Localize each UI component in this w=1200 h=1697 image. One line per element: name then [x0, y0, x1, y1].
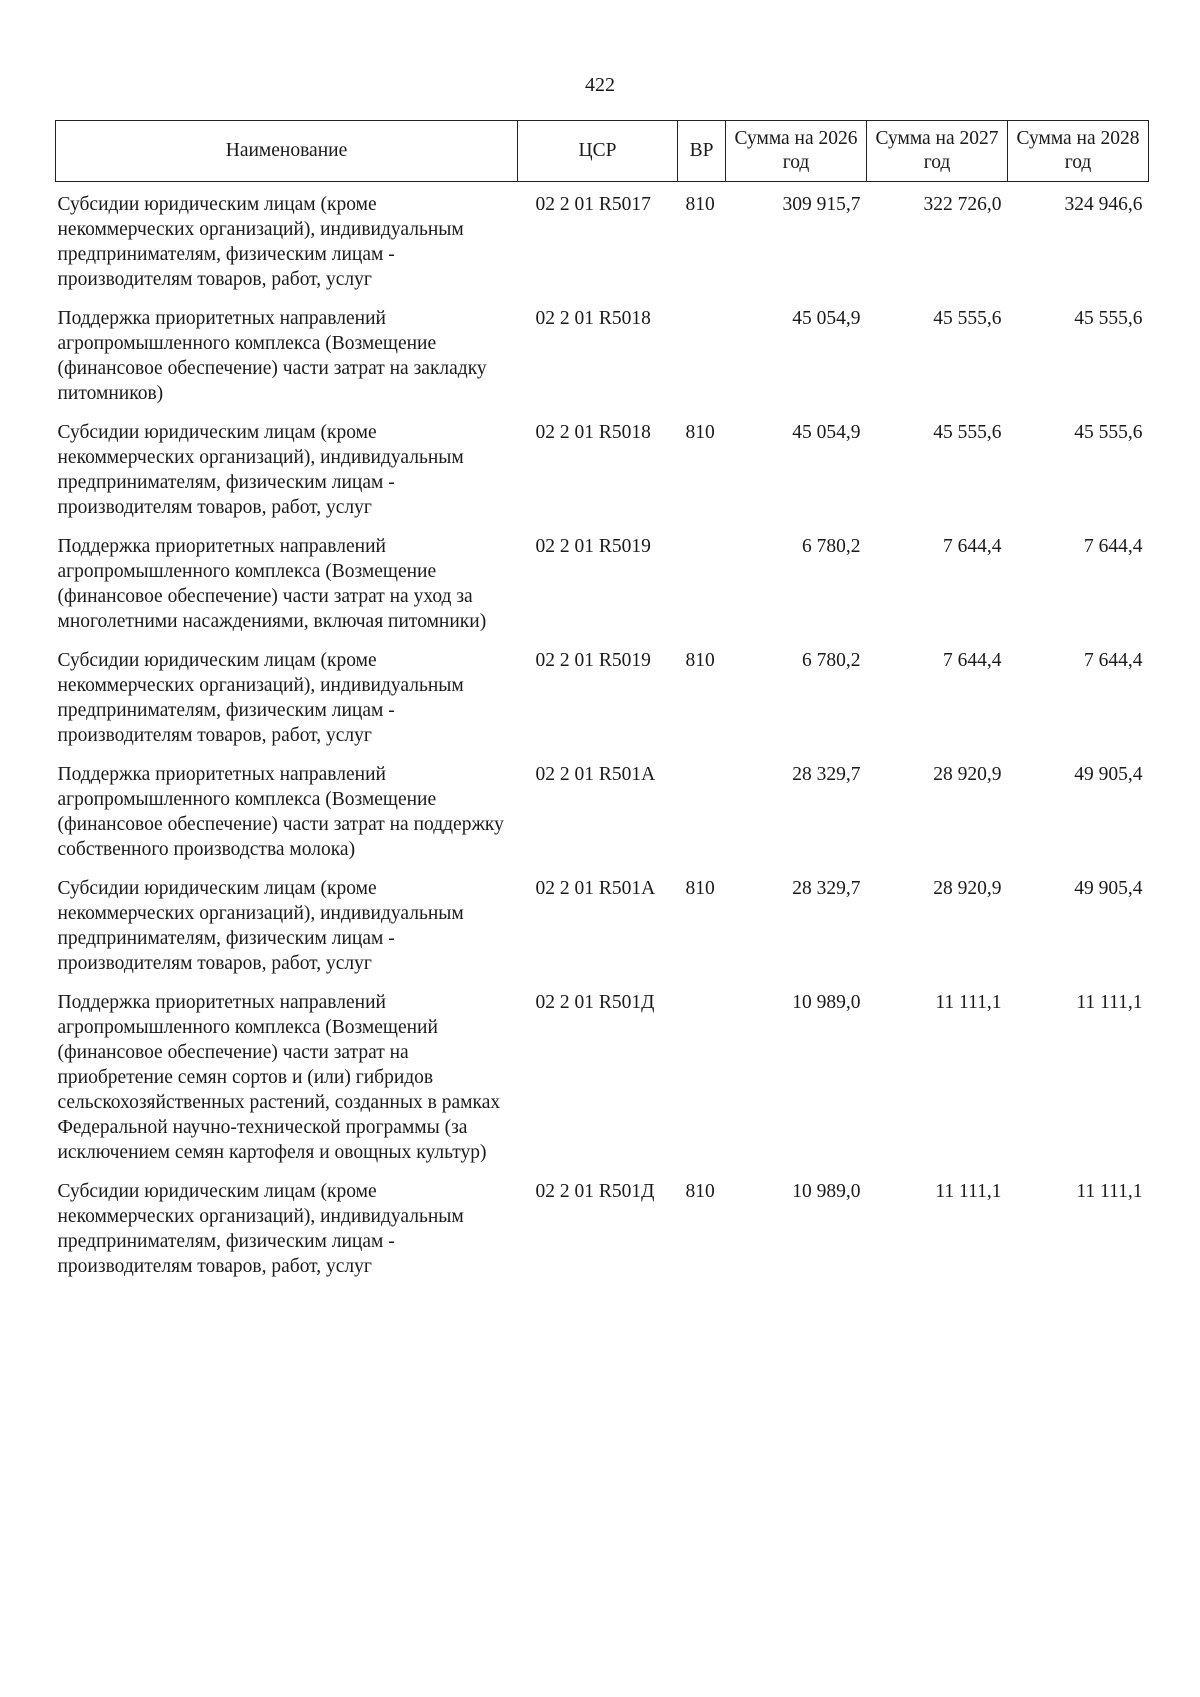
cell-csr: 02 2 01 R501Д	[535, 1181, 655, 1202]
cell-csr: 02 2 01 R5018	[535, 422, 651, 443]
header-name: Наименование	[56, 121, 518, 182]
cell-sum-2027: 11 111,1	[935, 1181, 1002, 1202]
table-row	[56, 862, 1149, 976]
table-row	[56, 292, 1149, 406]
cell-name: Субсидии юридическим лицам (кроме некоммерческих организаций), индивидуальным предпринимателям, физическим лицам - производителям товаров, работ, услуг	[57, 422, 464, 518]
cell-sum-2026: 28 329,7	[792, 878, 861, 899]
cell-name: Субсидии юридическим лицам (кроме некоммерческих организаций), индивидуальным предпринимателям, физическим лицам - производителям товаров, работ, услуг	[57, 878, 464, 974]
cell-sum-2027: 45 555,6	[933, 422, 1002, 443]
cell-sum-2028: 45 555,6	[1074, 308, 1143, 329]
table-row	[56, 1165, 1149, 1279]
table-row	[56, 520, 1149, 634]
cell-name: Поддержка приоритетных направлений агропромышленного комплекса (Возмещение (финансовое обеспечение) части затрат на уход за многолетними насаждениями, включая питомники)	[57, 536, 487, 632]
cell-vr	[678, 520, 726, 634]
cell-sum-2027: 322 726,0	[923, 194, 1002, 215]
cell-sum-2026: 6 780,2	[802, 650, 861, 671]
cell-sum-2028: 7 644,4	[1084, 536, 1143, 557]
cell-vr: 810	[685, 878, 715, 899]
cell-sum-2027: 45 555,6	[933, 308, 1002, 329]
cell-vr	[678, 748, 726, 862]
cell-sum-2027: 28 920,9	[933, 764, 1002, 785]
cell-csr: 02 2 01 R5017	[535, 194, 651, 215]
cell-sum-2028: 11 111,1	[1076, 992, 1143, 1013]
cell-sum-2026: 28 329,7	[792, 764, 861, 785]
cell-sum-2028: 49 905,4	[1074, 878, 1143, 899]
cell-vr: 810	[685, 1181, 715, 1202]
cell-csr: 02 2 01 R5019	[535, 536, 651, 557]
cell-vr: 810	[685, 650, 715, 671]
budget-table	[55, 120, 1149, 1279]
header-sum-2027: Сумма на 2027 год	[867, 121, 1008, 182]
cell-vr: 810	[685, 194, 715, 215]
cell-name: Поддержка приоритетных направлений агропромышленного комплекса (Возмещение (финансовое обеспечение) части затрат на закладку питомников)	[57, 308, 487, 404]
page-number: 422	[585, 74, 615, 96]
cell-vr	[678, 292, 726, 406]
cell-sum-2027: 7 644,4	[943, 650, 1002, 671]
cell-name: Субсидии юридическим лицам (кроме некоммерческих организаций), индивидуальным предпринимателям, физическим лицам - производителям товаров, работ, услуг	[57, 1181, 464, 1277]
table-row	[56, 976, 1149, 1165]
cell-sum-2026: 309 915,7	[782, 194, 861, 215]
table-row	[56, 634, 1149, 748]
cell-csr: 02 2 01 R5018	[535, 308, 651, 329]
cell-csr: 02 2 01 R5019	[535, 650, 651, 671]
cell-sum-2028: 45 555,6	[1074, 422, 1143, 443]
cell-sum-2027: 28 920,9	[933, 878, 1002, 899]
cell-sum-2027: 11 111,1	[935, 992, 1002, 1013]
cell-name: Поддержка приоритетных направлений агропромышленного комплекса (Возмещений (финансовое обеспечение) части затрат на приобретение семян сортов и (или) гибридов сельскохозяйственных растений, созданных в рамках Федеральной научно-технической программы (за исключением семян картофеля и овощных культур)	[57, 992, 501, 1163]
header-sum-2028: Сумма на 2028 год	[1008, 121, 1149, 182]
header-sum-2026: Сумма на 2026 год	[726, 121, 867, 182]
cell-name: Субсидии юридическим лицам (кроме некоммерческих организаций), индивидуальным предпринимателям, физическим лицам - производителям товаров, работ, услуг	[57, 194, 464, 290]
table-row	[56, 182, 1149, 293]
cell-sum-2028: 49 905,4	[1074, 764, 1143, 785]
cell-sum-2026: 6 780,2	[802, 536, 861, 557]
cell-csr: 02 2 01 R501А	[535, 764, 656, 785]
table-header	[56, 121, 1149, 182]
cell-vr	[678, 976, 726, 1165]
cell-sum-2028: 11 111,1	[1076, 1181, 1143, 1202]
cell-sum-2026: 10 989,0	[792, 992, 861, 1013]
header-vr: ВР	[678, 121, 726, 182]
cell-sum-2028: 7 644,4	[1084, 650, 1143, 671]
cell-sum-2028: 324 946,6	[1064, 194, 1143, 215]
table-row	[56, 748, 1149, 862]
cell-sum-2026: 45 054,9	[792, 308, 861, 329]
table-row	[56, 406, 1149, 520]
cell-vr: 810	[685, 422, 715, 443]
cell-sum-2027: 7 644,4	[943, 536, 1002, 557]
cell-sum-2026: 45 054,9	[792, 422, 861, 443]
cell-csr: 02 2 01 R501Д	[535, 992, 655, 1013]
cell-csr: 02 2 01 R501А	[535, 878, 656, 899]
cell-name: Поддержка приоритетных направлений агропромышленного комплекса (Возмещение (финансовое обеспечение) части затрат на поддержку собственного производства молока)	[57, 764, 504, 860]
table-body	[56, 182, 1149, 1280]
cell-sum-2026: 10 989,0	[792, 1181, 861, 1202]
header-csr: ЦСР	[518, 121, 678, 182]
cell-name: Субсидии юридическим лицам (кроме некоммерческих организаций), индивидуальным предпринимателям, физическим лицам - производителям товаров, работ, услуг	[57, 650, 464, 746]
